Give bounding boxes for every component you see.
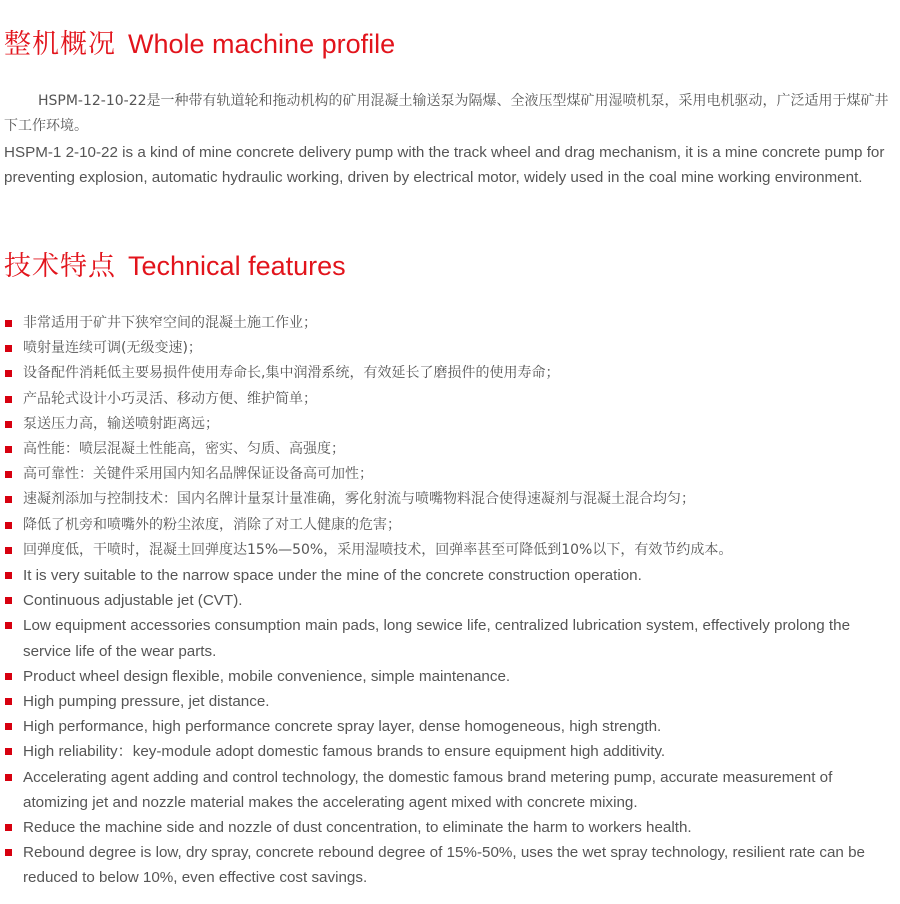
feature-item — [4, 513, 896, 538]
bullet-square-icon — [5, 572, 12, 579]
feature-item — [4, 739, 896, 764]
profile-heading-zh: 整机概况 — [4, 29, 116, 60]
feature-text: 设备配件消耗低主要易损件使用寿命长,集中润滑系统，有效延长了磨损件的使用寿命； — [23, 365, 560, 382]
feature-text: 降低了机旁和喷嘴外的粉尘浓度，消除了对工人健康的危害； — [23, 516, 401, 533]
bullet-square-icon — [5, 698, 12, 705]
feature-item — [4, 437, 896, 462]
bullet-square-icon — [5, 446, 12, 453]
feature-item — [4, 336, 896, 361]
feature-item — [4, 588, 896, 613]
bullet-square-icon — [5, 849, 12, 856]
feature-item — [4, 412, 896, 437]
profile-heading — [4, 31, 395, 58]
feature-item — [4, 361, 896, 386]
bullet-square-icon — [5, 421, 12, 428]
feature-item — [4, 387, 896, 412]
feature-text: 回弹度低，干喷时，混凝土回弹度达15%—50%，采用湿喷技术，回弹率甚至可降低到10%以下，有效节约成本。 — [23, 541, 733, 558]
bullet-square-icon — [5, 522, 12, 529]
feature-text: 非常适用于矿井下狭窄空间的混凝土施工作业； — [23, 315, 317, 331]
feature-text: Rebound degree is low, dry spray, concrete rebound degree of 15%-50%, uses the wet spray technology, resilient rate can be reduced to below 10%, even effective cost savings. — [23, 844, 865, 887]
feature-item — [4, 462, 896, 487]
profile-description-en: HSPM-1 2-10-22 is a kind of mine concrete delivery pump with the track wheel and drag mechanism, it is a mine concrete pump for preventing explosion, automatic hydraulic working, driven by electrical motor, widely used in the coal mine working environment. — [4, 144, 885, 186]
feature-text: 泵送压力高，输送喷射距离远； — [23, 415, 219, 432]
features-heading-en: Technical features — [128, 251, 346, 281]
bullet-square-icon — [5, 597, 12, 604]
feature-text: Continuous adjustable jet (CVT). — [23, 592, 243, 610]
feature-text: 高性能：喷层混凝土性能高，密实、匀质、高强度； — [23, 441, 345, 458]
bullet-square-icon — [5, 471, 12, 478]
feature-item — [4, 311, 896, 336]
features-heading-zh: 技术特点 — [4, 251, 116, 282]
feature-item — [4, 765, 896, 815]
feature-text: Product wheel design flexible, mobile convenience, simple maintenance. — [23, 667, 511, 685]
feature-text: 高可靠性：关键件采用国内知名品牌保证设备高可加性； — [23, 466, 373, 483]
bullet-square-icon — [5, 370, 12, 377]
features-heading — [4, 253, 346, 280]
feature-item — [4, 487, 896, 512]
profile-heading-en: Whole machine profile — [128, 29, 396, 59]
feature-text: High pumping pressure, jet distance. — [23, 693, 270, 711]
feature-item — [4, 664, 896, 689]
feature-item — [4, 563, 896, 588]
feature-text: 速凝剂添加与控制技术：国内名牌计量泵计量准确，雾化射流与喷嘴物料混合使得速凝剂与混凝土混合均匀； — [23, 491, 695, 508]
bullet-square-icon — [5, 396, 12, 403]
profile-description-zh: HSPM-12-10-22是一种带有轨道轮和拖动机构的矿用混凝土输送泵为隔爆、全液压型煤矿用湿喷机泵，采用电机驱动，广泛适用于煤矿井下工作环境。 — [4, 93, 889, 134]
bullet-square-icon — [5, 748, 12, 755]
bullet-square-icon — [5, 345, 12, 352]
bullet-square-icon — [5, 723, 12, 730]
bullet-square-icon — [5, 547, 12, 554]
feature-item — [4, 840, 896, 890]
bullet-square-icon — [5, 496, 12, 503]
bullet-square-icon — [5, 673, 12, 680]
feature-item — [4, 714, 896, 739]
feature-text: Reduce the machine side and nozzle of dust concentration, to eliminate the harm to workers health. — [23, 819, 692, 837]
bullet-square-icon — [5, 320, 12, 327]
features-list — [4, 311, 896, 891]
feature-text: High reliability：key-module adopt domestic famous brands to ensure equipment high additivity. — [23, 743, 666, 761]
bullet-square-icon — [5, 824, 12, 831]
feature-text: High performance, high performance concrete spray layer, dense homogeneous, high strength. — [23, 718, 662, 736]
feature-item — [4, 613, 896, 663]
feature-item — [4, 815, 896, 840]
feature-text: It is very suitable to the narrow space under the mine of the concrete construction operation. — [23, 567, 642, 585]
feature-item — [4, 689, 896, 714]
feature-item — [4, 538, 896, 563]
feature-text: 喷射量连续可调(无级变速)； — [23, 340, 202, 357]
bullet-square-icon — [5, 774, 12, 781]
feature-text: Low equipment accessories consumption main pads, long sewice life, centralized lubrication system, effectively prolong the service life of the wear parts. — [23, 617, 851, 660]
feature-text: 产品轮式设计小巧灵活、移动方便、维护简单； — [23, 390, 317, 407]
bullet-square-icon — [5, 622, 12, 629]
feature-text: Accelerating agent adding and control technology, the domestic famous brand metering pump, accurate measurement of atomizing jet and nozzle material makes the accelerating agent mixed with concrete mixing. — [23, 768, 833, 811]
